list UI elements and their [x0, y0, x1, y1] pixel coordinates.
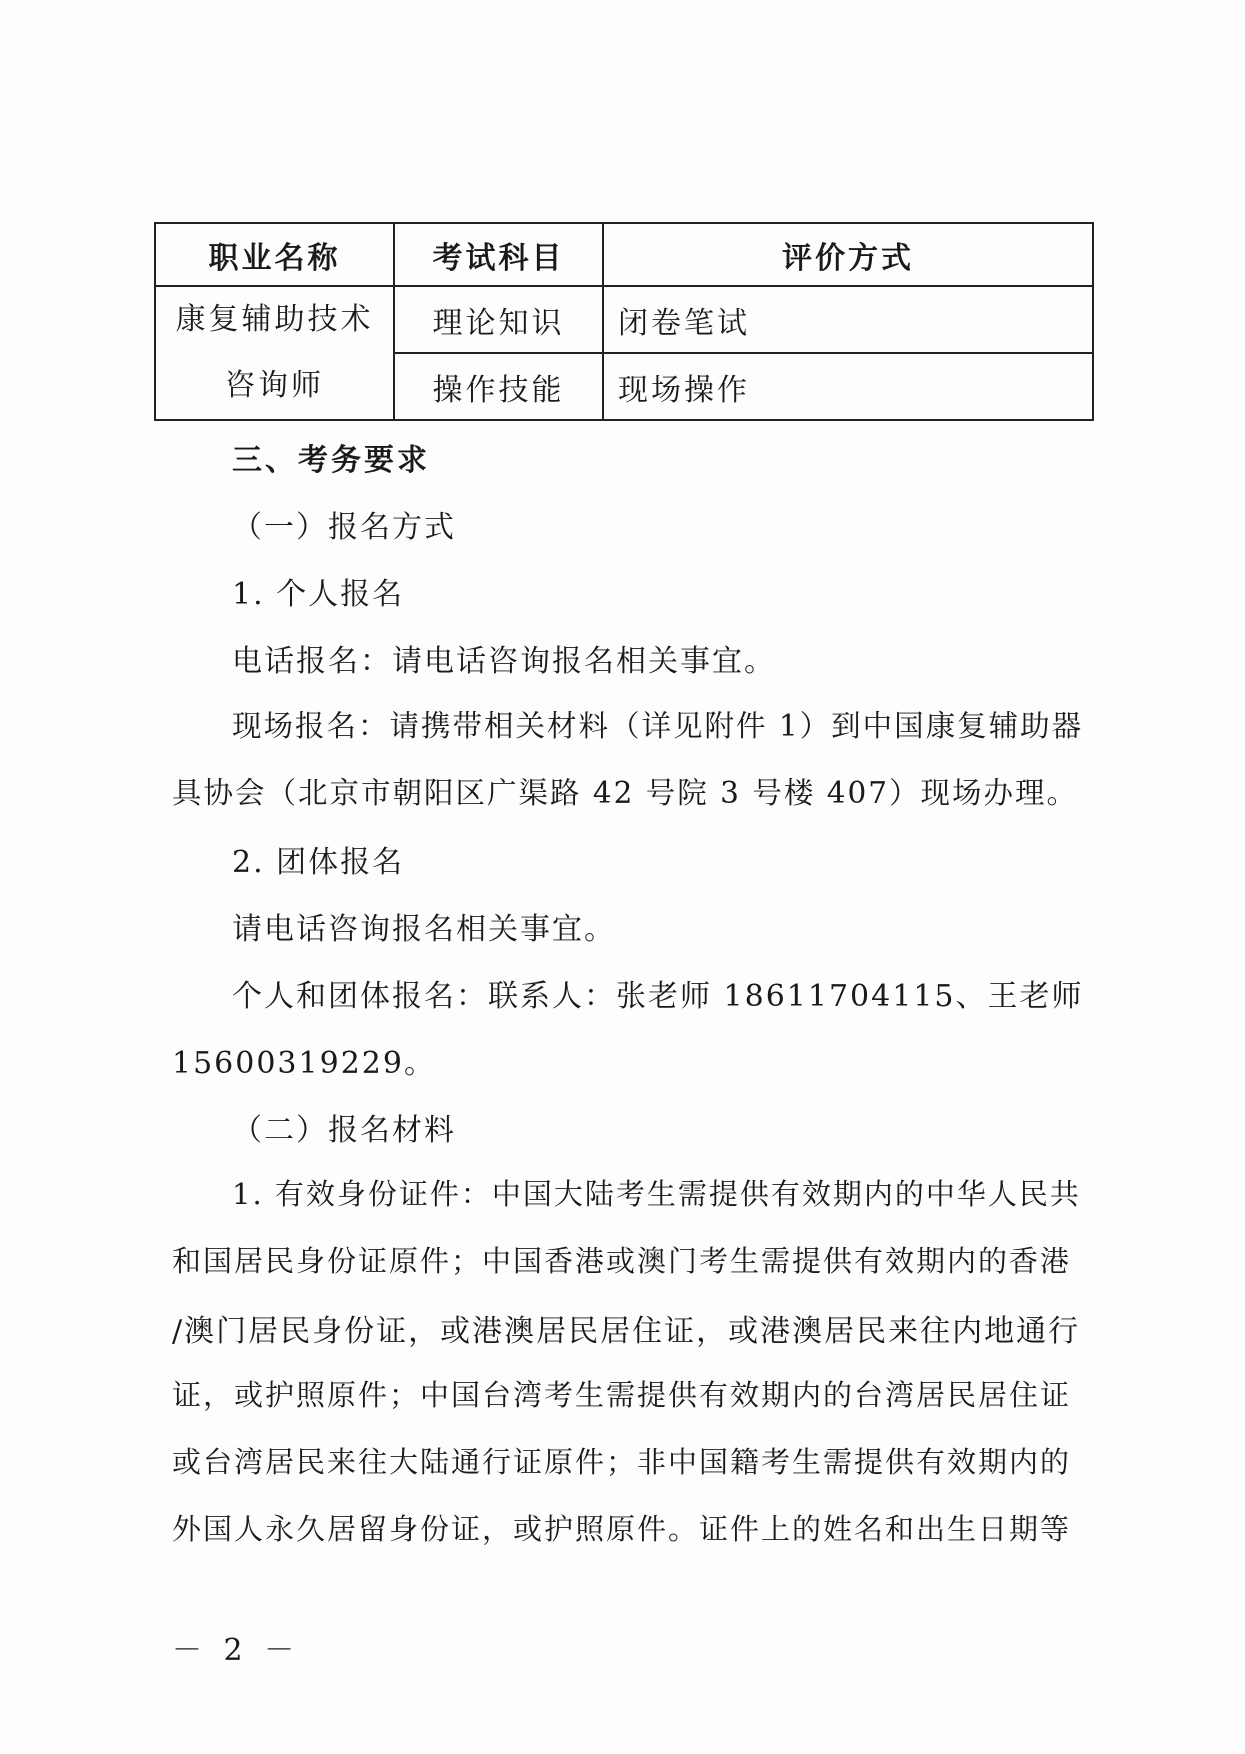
table-row [155, 286, 1093, 353]
item-heading: 2. 团体报名 [232, 845, 405, 880]
header-method: 评价方式 [603, 223, 1093, 286]
paragraph-line: 具协会（北京市朝阳区广渠路 42 号院 3 号楼 407）现场办理。 [172, 776, 1078, 810]
occupation-cell [155, 286, 394, 420]
method-cell: 闭卷笔试 [603, 286, 1093, 353]
paragraph-line: 证，或护照原件；中国台湾考生需提供有效期内的台湾居民居住证 [172, 1378, 1072, 1412]
header-occupation: 职业名称 [155, 223, 394, 286]
item-heading: 1. 个人报名 [232, 577, 405, 612]
paragraph-line: 个人和团体报名：联系人：张老师 18611704115、王老师 [232, 979, 1084, 1014]
section-heading: 三、考务要求 [232, 443, 430, 478]
subsection-heading: （一）报名方式 [232, 510, 456, 545]
occupation-line-1: 康复辅助技术 [175, 302, 374, 337]
subject-cell: 理论知识 [394, 286, 603, 353]
method-cell: 现场操作 [603, 353, 1093, 420]
paragraph-line: 15600319229。 [172, 1046, 436, 1081]
paragraph-line: 或台湾居民来往大陆通行证原件；非中国籍考生需提供有效期内的 [172, 1445, 1072, 1479]
exam-subject-table [154, 222, 1094, 421]
subsection-heading: （二）报名材料 [232, 1113, 456, 1148]
paragraph-line: 1. 有效身份证件：中国大陆考生需提供有效期内的中华人民共 [232, 1177, 1081, 1211]
subject-cell: 操作技能 [394, 353, 603, 420]
paragraph-line: /澳门居民身份证，或港澳居民居住证，或港澳居民来往内地通行 [172, 1314, 1081, 1349]
header-subject: 考试科目 [394, 223, 603, 286]
paragraph-line: 现场报名：请携带相关材料（详见附件 1）到中国康复辅助器 [232, 709, 1084, 743]
paragraph-line: 和国居民身份证原件；中国香港或澳门考生需提供有效期内的香港 [172, 1244, 1072, 1278]
table-header-row [155, 223, 1093, 286]
occupation-line-2: 咨询师 [225, 368, 324, 403]
paragraph-line: 请电话咨询报名相关事宜。 [232, 912, 616, 947]
page-number: － 2 － [172, 1633, 301, 1668]
paragraph-line: 外国人永久居留身份证，或护照原件。证件上的姓名和出生日期等 [172, 1512, 1072, 1546]
paragraph-line: 电话报名：请电话咨询报名相关事宜。 [232, 644, 776, 679]
